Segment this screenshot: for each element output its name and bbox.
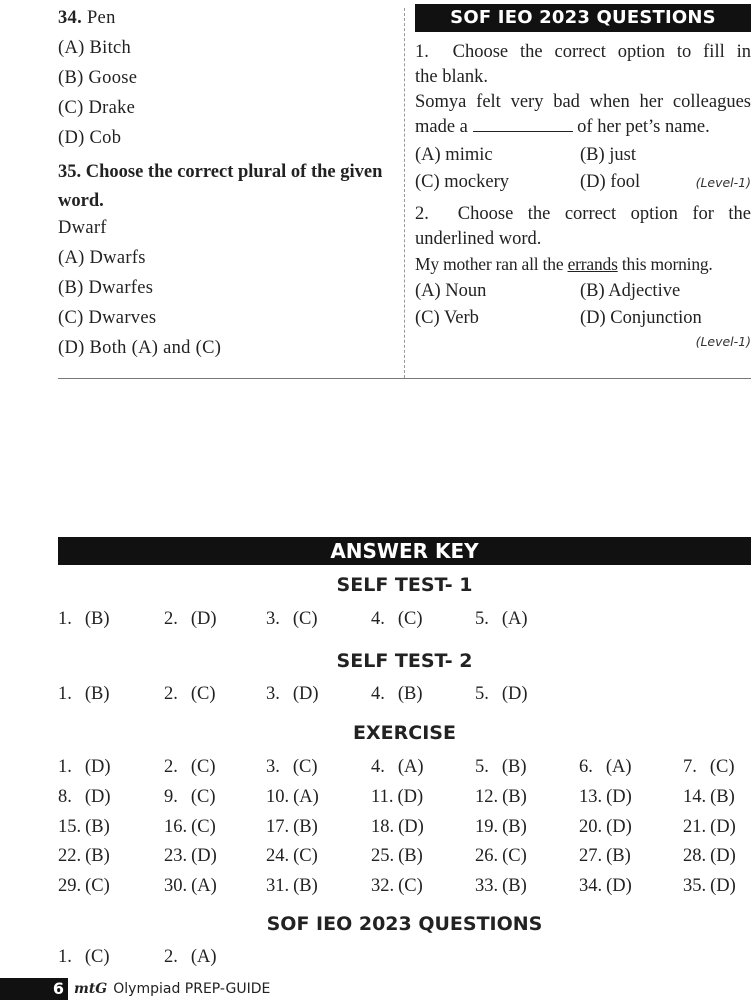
answer-number: 27. — [579, 846, 603, 866]
answer-choice: (B) — [85, 817, 110, 837]
answer-number: 3. — [266, 609, 280, 629]
answer-number: 6. — [579, 757, 593, 777]
answer-item — [371, 846, 423, 867]
answer-number: 32. — [371, 876, 395, 896]
sof-answers — [58, 947, 753, 977]
answer-item — [475, 817, 527, 838]
exercise-answers-row — [58, 787, 753, 817]
page-footer — [0, 978, 753, 1000]
answer-number: 1. — [58, 757, 72, 777]
answer-item — [475, 684, 528, 705]
answer-item — [58, 846, 110, 867]
sof-q2-options-row2 — [415, 305, 751, 332]
question-text-line1: Choose the correct plural of the given — [85, 162, 383, 182]
answer-choice: (D) — [710, 846, 736, 866]
answer-choice: (B) — [606, 846, 631, 866]
answer-number: 13. — [579, 787, 603, 807]
answer-choice: (C) — [84, 947, 110, 967]
right-column — [415, 4, 751, 349]
answer-number: 2. — [164, 757, 178, 777]
self-test-1-title: SELF TEST- 1 — [336, 574, 473, 596]
answer-item — [475, 757, 527, 778]
mtg-logo: mtG — [74, 981, 108, 997]
option-a: (A) Bitch — [58, 38, 132, 58]
answer-number: 11. — [371, 787, 394, 807]
option-c: (C) Dwarves — [58, 308, 157, 328]
answer-choice: (C) — [191, 817, 216, 837]
answer-number: 5. — [475, 757, 489, 777]
column-divider — [404, 8, 405, 378]
answer-choice: (B) — [293, 817, 318, 837]
answer-choice: (A) — [293, 787, 319, 807]
answer-choice: (A) — [397, 757, 424, 777]
option-d: (D) Cob — [58, 128, 122, 148]
answer-number: 30. — [164, 876, 188, 896]
exercise-answers-row — [58, 876, 753, 906]
answer-choice: (B) — [398, 846, 423, 866]
answer-number: 4. — [371, 684, 385, 704]
option-c: (C) Verb — [415, 308, 479, 328]
answer-key-header: ANSWER KEY — [58, 537, 751, 565]
answer-choice: (B) — [84, 609, 110, 629]
answer-number: 3. — [266, 757, 280, 777]
answer-item — [579, 876, 632, 897]
answer-number: 16. — [164, 817, 188, 837]
option-d: (D) Both (A) and (C) — [58, 338, 222, 358]
option-b: (B) Goose — [58, 68, 138, 88]
answer-number: 35. — [683, 876, 707, 896]
exercise-answers-row — [58, 757, 753, 787]
answer-item — [164, 787, 216, 808]
answer-number: 15. — [58, 817, 82, 837]
answer-item — [164, 684, 216, 705]
answer-item — [579, 846, 631, 867]
answer-choice: (C) — [292, 609, 318, 629]
answer-number: 10. — [266, 787, 290, 807]
answer-choice: (B) — [84, 684, 110, 704]
answer-number: 1. — [58, 609, 72, 629]
answer-item — [683, 787, 735, 808]
answer-item — [683, 757, 735, 778]
answer-choice: (D) — [190, 609, 217, 629]
answer-number: 5. — [475, 609, 489, 629]
answer-choice: (B) — [502, 817, 527, 837]
brand-text: Olympiad PREP-GUIDE — [113, 981, 271, 997]
option-c: (C) mockery — [415, 172, 510, 192]
option-a: (A) Noun — [415, 281, 487, 301]
answer-number: 3. — [266, 684, 280, 704]
answer-number: 22. — [58, 846, 82, 866]
self-test-1-answers — [58, 609, 753, 639]
answer-choice: (B) — [501, 757, 527, 777]
question-text-line2: word. — [58, 191, 104, 211]
left-column — [58, 6, 403, 366]
answer-item — [371, 817, 424, 838]
answer-number: 2. — [164, 684, 178, 704]
answer-number: 4. — [371, 609, 385, 629]
level-tag: (Level-1) — [695, 334, 751, 349]
answer-number: 8. — [58, 787, 72, 807]
answer-number: 14. — [683, 787, 707, 807]
answer-item — [58, 757, 111, 778]
answer-item — [58, 787, 111, 808]
answer-item — [266, 609, 318, 630]
answer-number: 33. — [475, 876, 499, 896]
answer-choice: (C) — [293, 846, 318, 866]
question-35 — [58, 158, 403, 216]
answer-item — [683, 846, 736, 867]
answer-item — [579, 817, 632, 838]
answer-number: 28. — [683, 846, 707, 866]
answer-choice: (D) — [292, 684, 319, 704]
answer-number: 9. — [164, 787, 178, 807]
answer-item — [475, 787, 527, 808]
answer-number: 20. — [579, 817, 603, 837]
answer-choice: (D) — [501, 684, 528, 704]
answer-item — [579, 787, 632, 808]
question-word: Dwarf — [58, 218, 107, 238]
answer-choice: (D) — [191, 846, 217, 866]
fill-blank — [473, 118, 573, 132]
option-b: (B) just — [580, 145, 637, 165]
answer-choice: (C) — [85, 876, 110, 896]
answer-item — [266, 684, 319, 705]
answer-number: 2. — [164, 609, 178, 629]
answer-number: 24. — [266, 846, 290, 866]
sof-answers-title: SOF IEO 2023 QUESTIONS — [266, 913, 543, 935]
sof-question-1-line1: 1. Choose the correct option to fill in — [415, 42, 751, 62]
option-d: (D) Conjunction — [580, 308, 702, 328]
answer-number: 25. — [371, 846, 395, 866]
answer-choice: (C) — [292, 757, 318, 777]
answer-number: 5. — [475, 684, 489, 704]
option-c: (C) Drake — [58, 98, 136, 118]
answer-choice: (D) — [84, 787, 111, 807]
question-34 — [58, 6, 403, 36]
answer-number: 7. — [683, 757, 697, 777]
answer-choice: (C) — [190, 684, 216, 704]
level-tag: (Level-1) — [695, 175, 751, 190]
answer-number: 2. — [164, 947, 178, 967]
answer-item — [164, 757, 216, 778]
sof-q1-options-row1 — [415, 142, 751, 169]
answer-choice: (C) — [502, 846, 527, 866]
answer-item — [164, 846, 217, 867]
answer-item — [371, 684, 423, 705]
sof-question-2-sentence: My mother ran all the errands this morning. — [415, 254, 713, 274]
answer-choice: (B) — [293, 876, 318, 896]
answer-item — [371, 787, 423, 808]
answer-number: 19. — [475, 817, 499, 837]
question-number: 35. — [58, 162, 82, 182]
answer-choice: (D) — [84, 757, 111, 777]
exercise-answers-row — [58, 846, 753, 876]
option-d: (D) fool — [580, 172, 641, 192]
answer-choice: (D) — [606, 817, 632, 837]
answer-number: 4. — [371, 757, 385, 777]
answer-choice: (C) — [190, 787, 216, 807]
answer-choice: (D) — [710, 876, 736, 896]
sof-questions-header: SOF IEO 2023 QUESTIONS — [415, 4, 751, 32]
self-test-2-title: SELF TEST- 2 — [336, 650, 473, 672]
answer-item — [58, 609, 110, 630]
answer-choice: (D) — [606, 876, 632, 896]
answer-number: 26. — [475, 846, 499, 866]
answer-choice: (A) — [501, 609, 528, 629]
question-text: Pen — [86, 8, 116, 28]
option-b: (B) Dwarfes — [58, 278, 154, 298]
sof-question-1-sentence: Somya felt very bad when her colleagues — [415, 92, 751, 112]
answer-choice: (B) — [397, 684, 423, 704]
footer-brand — [74, 978, 270, 1000]
sof-question-1-line2: the blank. — [415, 67, 488, 87]
answer-number: 1. — [58, 684, 72, 704]
self-test-2-answers — [58, 684, 753, 714]
exercise-answers-row — [58, 817, 753, 847]
answer-item — [475, 846, 527, 867]
answer-item — [683, 876, 736, 897]
answer-item — [683, 817, 736, 838]
question-number: 34. — [58, 8, 83, 28]
answer-number: 34. — [579, 876, 603, 896]
answer-item — [371, 609, 423, 630]
answer-choice: (A) — [190, 947, 217, 967]
answer-number: 23. — [164, 846, 188, 866]
answer-item — [475, 609, 528, 630]
answer-item — [266, 817, 318, 838]
answer-item — [475, 876, 527, 897]
section-rule — [58, 378, 751, 379]
answer-item — [164, 947, 217, 968]
answer-number: 29. — [58, 876, 82, 896]
answer-choice: (A) — [191, 876, 217, 896]
answer-choice: (B) — [85, 846, 110, 866]
answer-item — [371, 757, 424, 778]
answer-choice: (B) — [502, 876, 527, 896]
sof-question-1-sentence-end: made a of her pet’s name. — [415, 117, 710, 137]
answer-item — [164, 876, 217, 897]
answer-number: 1. — [58, 947, 72, 967]
answer-choice: (B) — [710, 787, 735, 807]
answer-item — [266, 846, 318, 867]
answer-number: 17. — [266, 817, 290, 837]
answer-choice: (D) — [606, 787, 632, 807]
answer-choice: (B) — [502, 787, 527, 807]
answer-number: 21. — [683, 817, 707, 837]
answer-choice: (C) — [397, 609, 423, 629]
answer-choice: (D) — [710, 817, 736, 837]
answer-number: 18. — [371, 817, 395, 837]
answer-item — [164, 609, 217, 630]
answer-item — [579, 757, 632, 778]
option-b: (B) Adjective — [580, 281, 681, 301]
option-a: (A) mimic — [415, 145, 493, 165]
answer-item — [371, 876, 423, 897]
answer-item — [58, 684, 110, 705]
answer-item — [58, 947, 110, 968]
exercise-title: EXERCISE — [353, 722, 456, 744]
answer-item — [266, 757, 318, 778]
answer-choice: (D) — [397, 787, 424, 807]
answer-item — [266, 787, 319, 808]
sof-question-2-line1: 2. Choose the correct option for the — [415, 204, 751, 224]
sof-q1-options-row2 — [415, 169, 751, 196]
answer-choice: (D) — [398, 817, 424, 837]
answer-item — [58, 817, 110, 838]
answer-choice: (C) — [709, 757, 735, 777]
underlined-word: errands — [567, 254, 618, 274]
answer-choice: (C) — [398, 876, 423, 896]
answer-choice: (C) — [190, 757, 216, 777]
answer-choice: (A) — [605, 757, 632, 777]
sof-q2-options-row1 — [415, 278, 751, 305]
answer-item — [266, 876, 318, 897]
answer-number: 12. — [475, 787, 499, 807]
answer-number: 31. — [266, 876, 290, 896]
page-number: 6 — [0, 978, 68, 1000]
answer-item — [164, 817, 216, 838]
option-a: (A) Dwarfs — [58, 248, 146, 268]
sof-question-2-line2: underlined word. — [415, 229, 542, 249]
answer-item — [58, 876, 110, 897]
